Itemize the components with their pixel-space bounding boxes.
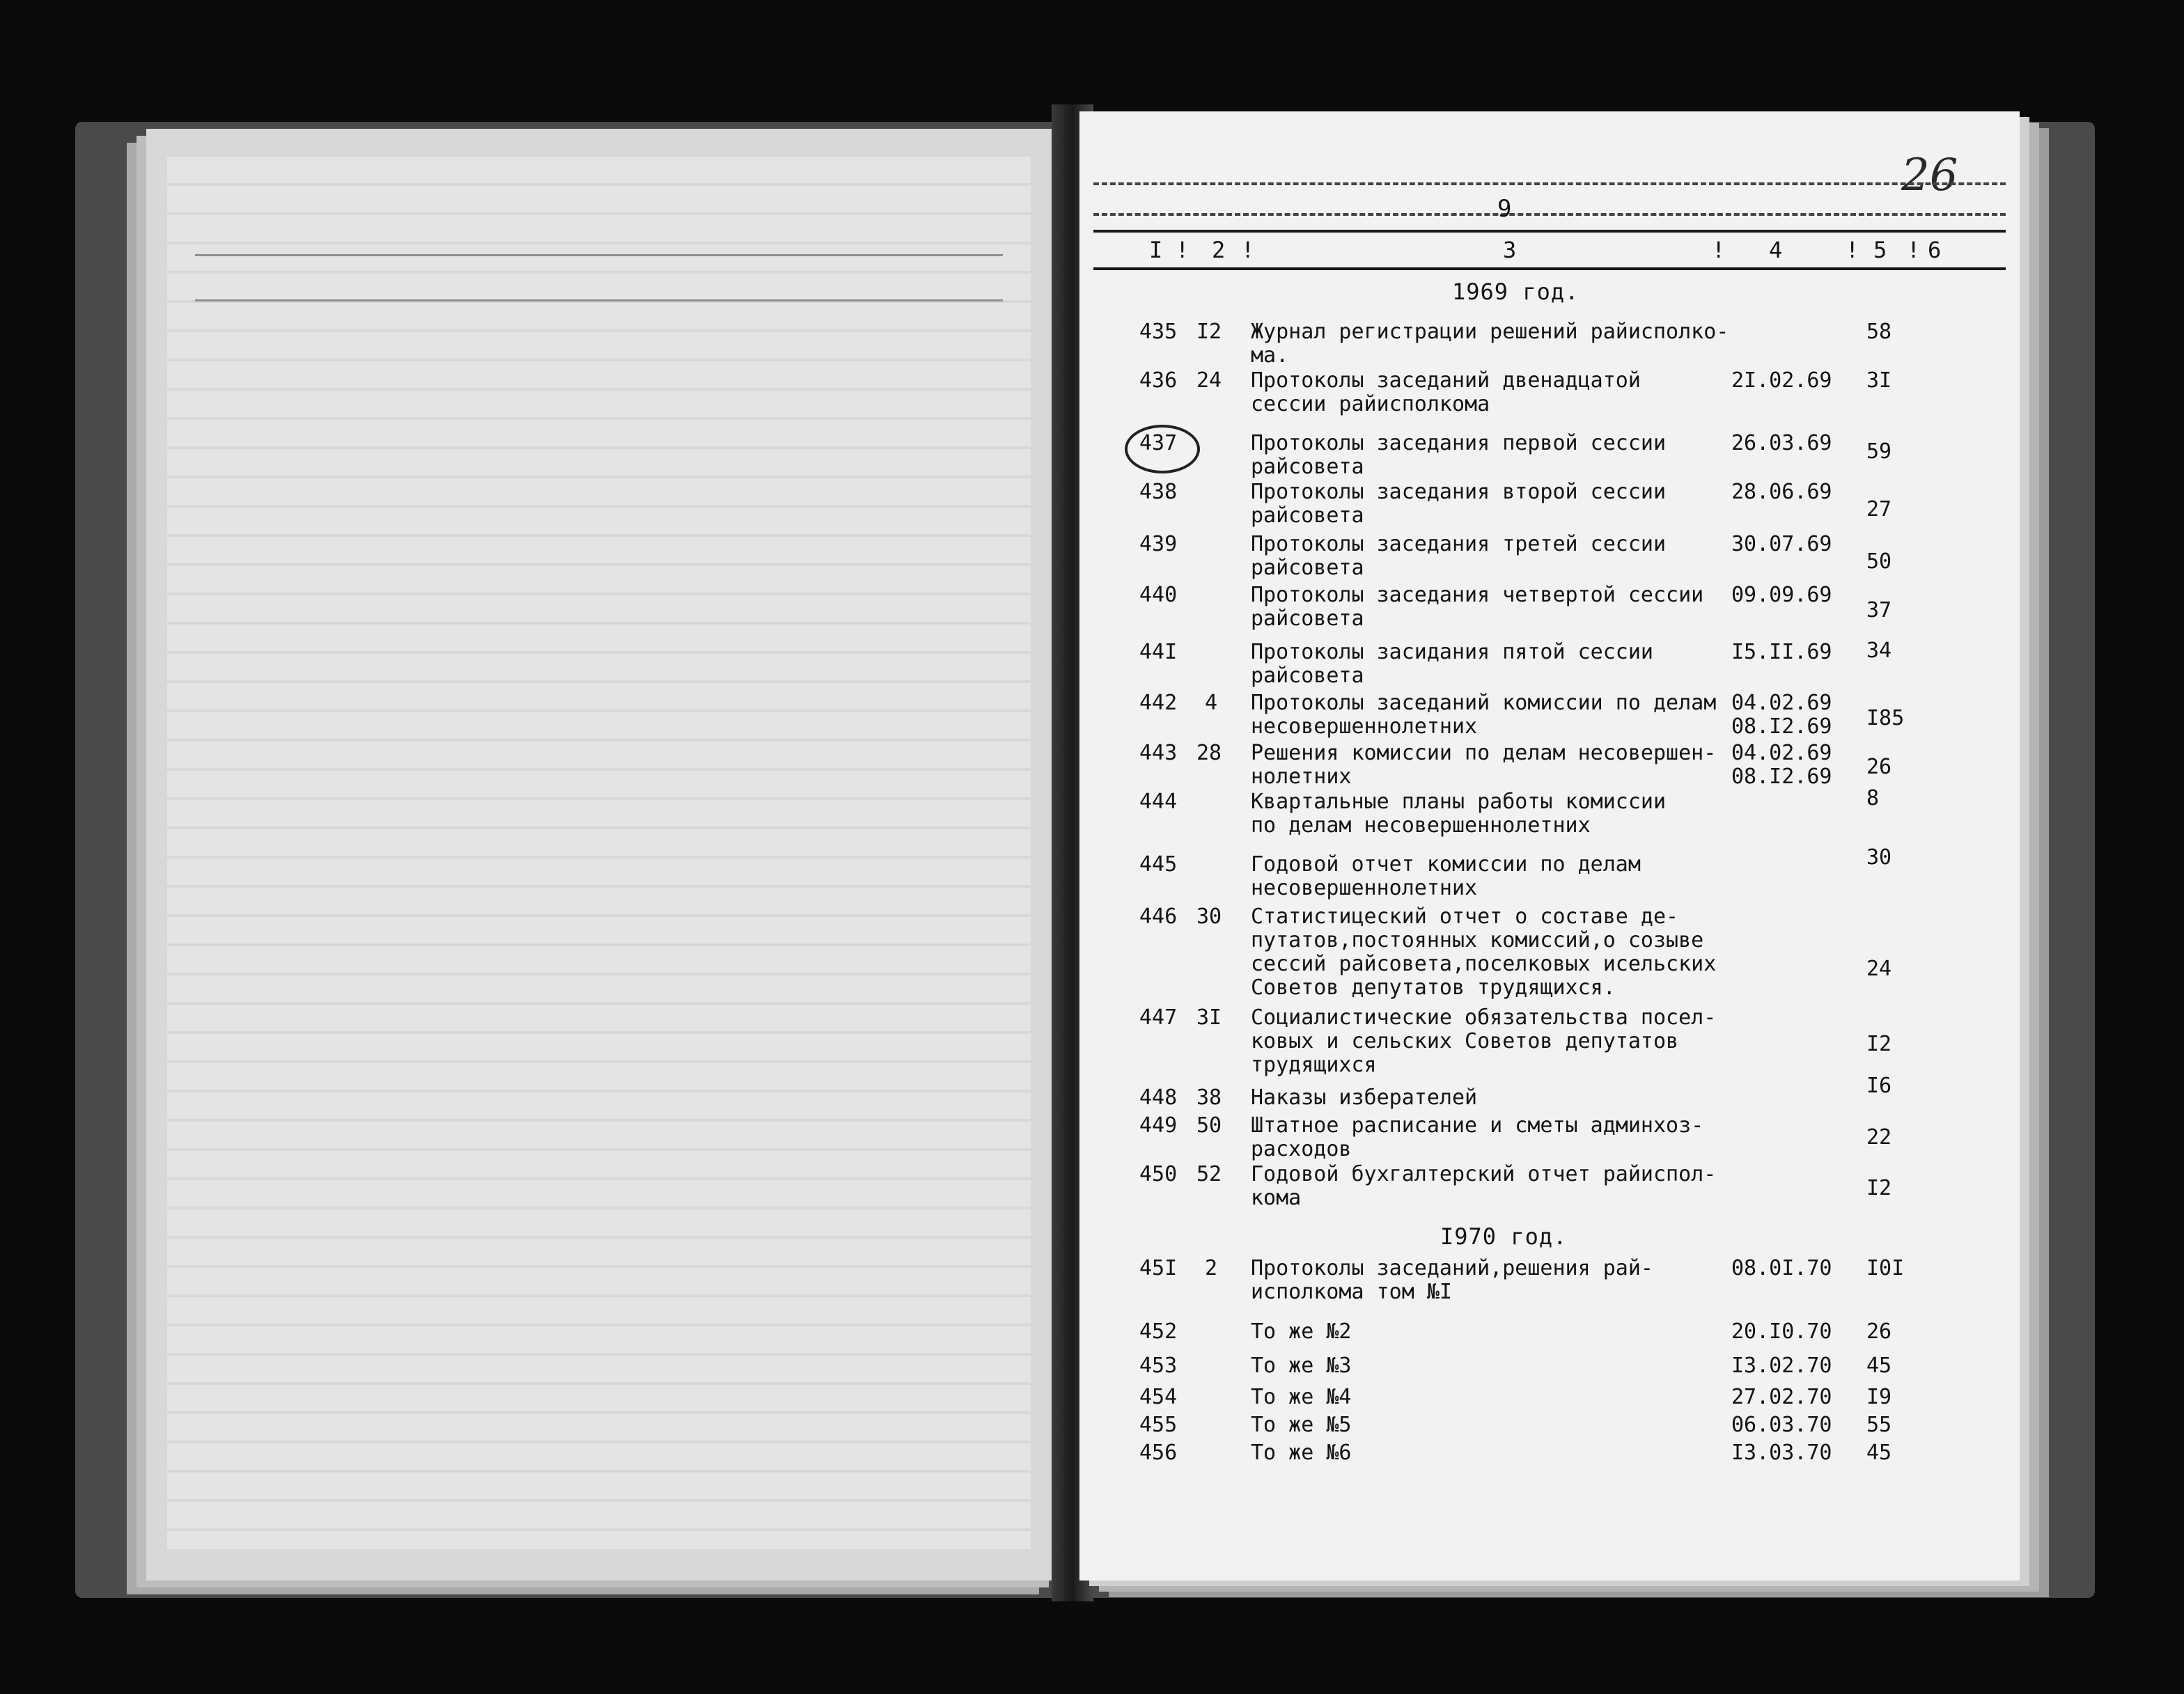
sheet-count: I2 [1866,1032,1892,1056]
sheet-count: I6 [1866,1074,1892,1098]
record-title: Протоколы заседания первой сессии райсовета [1251,431,1667,479]
record-title: Протоколы засидания пятой сессии райсовета [1251,640,1653,688]
old-number: 52 [1196,1162,1222,1186]
record-dates: I5.II.69 [1731,640,1832,664]
record-dates: 20.I0.70 [1731,1319,1832,1344]
top-dashed-rule [1093,182,2006,185]
record-title: Социалистические обязательства посел- ковых и сельских Советов депутатов трудящихся [1251,1005,1717,1077]
old-number: 28 [1196,741,1222,765]
col-sep: ! [1846,237,1859,263]
record-title: Решения комиссии по делам несовершен- нолетних [1251,741,1717,789]
sheet-count: I2 [1866,1176,1892,1200]
record-dates: 04.02.69 08.I2.69 [1731,741,1832,789]
folio-number: 26 [1901,150,1958,201]
record-number: 442 [1139,691,1178,715]
record-number: 452 [1139,1319,1178,1344]
record-title: Штатное расписание и сметы админхоз- расходов [1251,1113,1704,1161]
record-title: То же №4 [1251,1385,1352,1409]
record-number: 45I [1139,1256,1178,1280]
record-title: Протоколы заседаний двенадцатой сессии райисполкома [1251,368,1641,416]
sheet-count: I0I [1866,1256,1905,1280]
header-rule-bottom [1093,267,2006,270]
record-number: 448 [1139,1085,1178,1110]
sheet-count: 27 [1866,497,1892,521]
col-sep: ! [1241,237,1255,263]
sheet-count: 59 [1866,439,1892,464]
record-title: То же №6 [1251,1441,1352,1465]
record-title: Годовой отчет комиссии по делам несовершеннолетних [1251,852,1641,900]
record-dates: 04.02.69 08.I2.69 [1731,691,1832,739]
top-dashed-rule-2 [1093,213,2006,216]
record-number: 450 [1139,1162,1178,1186]
sheet-count: 8 [1866,786,1880,810]
record-number: 453 [1139,1354,1178,1378]
header-rule-top [1093,230,2006,233]
sheet-count: 50 [1866,549,1892,574]
record-number: 435 [1139,320,1178,344]
sheet-count: 58 [1866,320,1892,344]
record-title: Протоколы заседания третей сессии райсовета [1251,532,1667,580]
year-heading: I970 год. [1440,1223,1568,1250]
record-dates: 28.06.69 [1731,480,1832,504]
record-dates: 30.07.69 [1731,532,1832,556]
sheet-count: 30 [1866,845,1892,870]
col-header-2: 2 [1212,237,1226,263]
record-dates: 27.02.70 [1731,1385,1832,1409]
record-title: Протоколы заседаний,решения рай- исполкома том №I [1251,1256,1653,1304]
record-number: 443 [1139,741,1178,765]
record-dates: 06.03.70 [1731,1413,1832,1437]
col-header-6: 6 [1928,237,1942,263]
record-title: Журнал регистрации решений райисполко- ма. [1251,320,1729,368]
left-page [146,129,1059,1581]
left-header-rule [195,254,1003,256]
left-page-inner [167,157,1031,1549]
old-number: 38 [1196,1085,1222,1110]
col-header-3: 3 [1503,237,1517,263]
record-dates: I3.02.70 [1731,1354,1832,1378]
record-title: Квартальные планы работы комиссии по делам несовершеннолетних [1251,790,1667,838]
sheet-count: 45 [1866,1441,1892,1465]
old-number: 3I [1196,1005,1222,1030]
record-number: 445 [1139,852,1178,877]
record-number: 455 [1139,1413,1178,1437]
sheet-count: 3I [1866,368,1892,393]
old-number: I2 [1196,320,1222,344]
record-number: 440 [1139,583,1178,607]
sheet-count: 26 [1866,1319,1892,1344]
record-title: Протоколы заседания второй сессии райсовета [1251,480,1667,528]
old-number: 4 [1205,691,1218,715]
record-dates: 09.09.69 [1731,583,1832,607]
old-number: 24 [1196,368,1222,393]
col-header-5: 5 [1873,237,1887,263]
record-number: 44I [1139,640,1178,664]
record-number: 437 [1139,431,1178,455]
record-number: 447 [1139,1005,1178,1030]
left-header-rule-2 [195,299,1003,301]
record-title: То же №3 [1251,1354,1352,1378]
sheet-count: 24 [1866,957,1892,981]
record-title: Годовой бухгалтерский отчет райиспол- кома [1251,1162,1717,1210]
record-dates: I3.03.70 [1731,1441,1832,1465]
record-title: То же №5 [1251,1413,1352,1437]
record-title: Протоколы заседания четвертой сессии райсовета [1251,583,1704,631]
record-title: То же №2 [1251,1319,1352,1344]
sheet-count: 37 [1866,598,1892,622]
sheet-count: 45 [1866,1354,1892,1378]
col-header-4: 4 [1769,237,1783,263]
sheet-count: I9 [1866,1385,1892,1409]
record-number: 454 [1139,1385,1178,1409]
col-sep: ! [1176,237,1190,263]
record-number: 456 [1139,1441,1178,1465]
col-sep: ! [1712,237,1726,263]
old-number: 30 [1196,904,1222,929]
record-number: 449 [1139,1113,1178,1138]
record-dates: 2I.02.69 [1731,368,1832,393]
sheet-count: 34 [1866,638,1892,663]
sheet-count: 55 [1866,1413,1892,1437]
sheet-count: 22 [1866,1125,1892,1150]
col-sep: ! [1907,237,1921,263]
record-number: 439 [1139,532,1178,556]
left-page-show-through [167,157,1031,1549]
sheet-count: I85 [1866,706,1905,730]
record-number: 444 [1139,790,1178,814]
page-number: 9 [1497,195,1512,223]
record-number: 436 [1139,368,1178,393]
sheet-count: 26 [1866,755,1892,779]
year-heading: 1969 год. [1452,279,1580,305]
old-number: 50 [1196,1113,1222,1138]
record-dates: 08.0I.70 [1731,1256,1832,1280]
record-title: Протоколы заседаний комиссии по делам несовершеннолетних [1251,691,1717,739]
old-number: 2 [1205,1256,1218,1280]
record-number: 446 [1139,904,1178,929]
record-title: Наказы изберателей [1251,1085,1478,1110]
record-number: 438 [1139,480,1178,504]
record-title: Статистицеский отчет о составе де- путатов,постоянных комиссий,о созыве сессий райсовета,поселковых исельских Советов депутатов трудящихся. [1251,904,1717,1000]
col-header-1: I [1149,237,1163,263]
record-dates: 26.03.69 [1731,431,1832,455]
